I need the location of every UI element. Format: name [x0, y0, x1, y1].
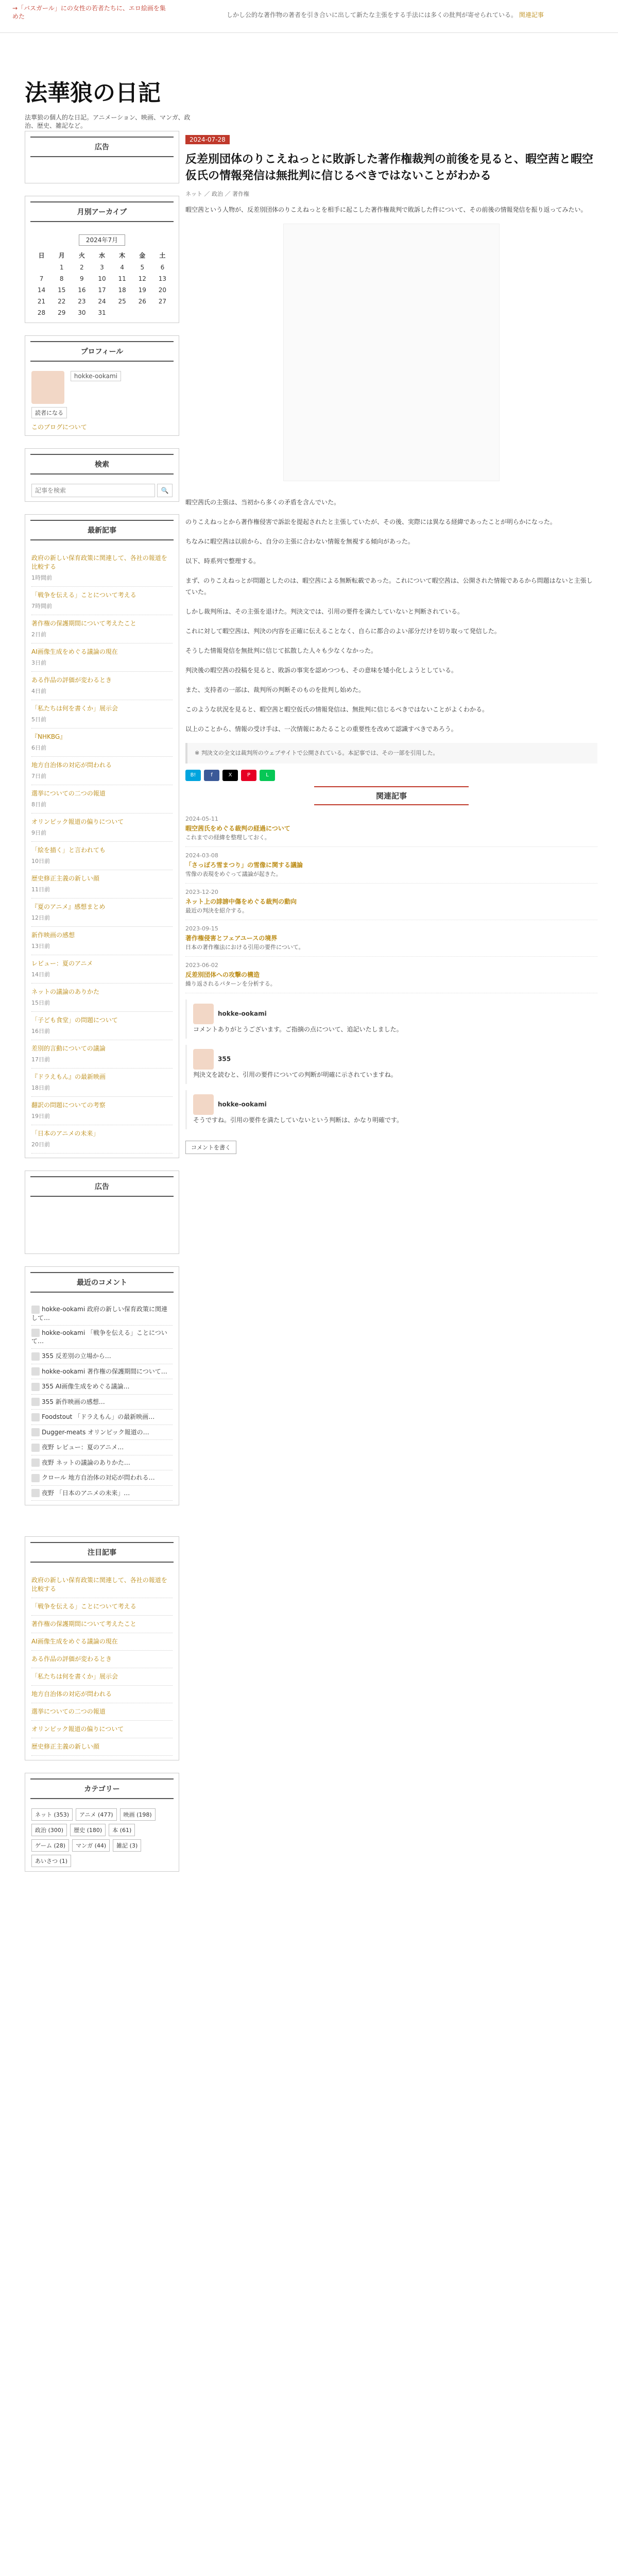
- calendar-table: [31, 249, 173, 318]
- search-input[interactable]: [31, 484, 155, 497]
- recent-item-title[interactable]: 「戦争を伝える」ことについて考える: [31, 591, 136, 599]
- recent-item-meta: 16日前: [31, 1028, 50, 1035]
- calendar-weekday: 木: [119, 252, 126, 259]
- related-item[interactable]: [185, 884, 597, 920]
- calendar-day[interactable]: 10: [98, 275, 106, 282]
- popular-item-title[interactable]: オリンピック報道の偏りについて: [31, 1725, 124, 1733]
- article-date: 2024-07-28: [185, 135, 230, 144]
- category-tag[interactable]: アニメ (477): [76, 1808, 117, 1821]
- topbar-right-text: [227, 10, 597, 19]
- comment-text[interactable]: hokke-ookami 政府の新しい保育政策に関連して…: [31, 1306, 167, 1321]
- popular-item[interactable]: [31, 1633, 173, 1651]
- recent-item-meta: 18日前: [31, 1084, 50, 1091]
- popular-item[interactable]: [31, 1721, 173, 1738]
- popular-item[interactable]: [31, 1616, 173, 1633]
- comment-text[interactable]: 夜野 「日本のアニメの未来」…: [42, 1489, 130, 1497]
- recent-item[interactable]: [31, 550, 173, 587]
- avatar[interactable]: [193, 1049, 214, 1070]
- recent-item-meta: 12日前: [31, 914, 50, 921]
- search-icon[interactable]: 🔍: [157, 484, 173, 497]
- calendar-day[interactable]: 31: [98, 309, 106, 316]
- related-title-link[interactable]: 「さっぽろ雪まつり」の雪像に関する議論: [185, 861, 303, 869]
- popular-item[interactable]: [31, 1738, 173, 1756]
- comment-text[interactable]: hokke-ookami 著作権の保護期間について…: [42, 1367, 167, 1375]
- calendar-day[interactable]: 5: [140, 264, 145, 271]
- comment-item[interactable]: [31, 1410, 173, 1425]
- comments-title: 最近のコメント: [30, 1272, 174, 1293]
- comment-icon: [31, 1428, 40, 1436]
- calendar-day[interactable]: 23: [78, 298, 86, 305]
- recent-item[interactable]: [31, 672, 173, 700]
- category-tag[interactable]: 映画 (198): [120, 1808, 156, 1821]
- popular-item-title[interactable]: AI画像生成をめぐる議論の現在: [31, 1638, 118, 1645]
- calendar-day[interactable]: [132, 307, 152, 318]
- facebook-icon[interactable]: f: [204, 770, 219, 781]
- related-excerpt: 雪像の表現をめぐって議論が起きた。: [185, 871, 282, 877]
- calendar-day[interactable]: 4: [120, 264, 124, 271]
- site-description: 法華狼の個人的な日記。アニメーション、映画、マンガ、政治、歴史、雑記など。: [25, 114, 191, 129]
- related-title-link[interactable]: 暇空茜氏をめぐる裁判の経過について: [185, 825, 290, 832]
- article-tags[interactable]: ネット ／ 政治 ／ 著作権: [185, 191, 249, 197]
- related-excerpt: 日本の著作権法における引用の要件について。: [185, 944, 304, 951]
- article-paragraph: 以上のことから、情報の受け手は、一次情報にあたることの重要性を改めて認識すべきであろう。: [185, 725, 457, 733]
- calendar-day[interactable]: 6: [160, 264, 165, 271]
- related-excerpt: 繰り返されるパターンを分析する。: [185, 980, 276, 987]
- calendar-day[interactable]: 20: [158, 286, 167, 294]
- calendar-day[interactable]: [112, 307, 132, 318]
- article-comment: [185, 999, 597, 1039]
- ad-space-2: [25, 1202, 179, 1253]
- calendar-day[interactable]: 7: [39, 275, 44, 282]
- calendar-day[interactable]: 13: [158, 275, 167, 282]
- calendar-day[interactable]: 25: [118, 298, 126, 305]
- article-paragraph: のりこえねっとから著作権侵害で訴訟を提起されたと主張していたが、その後、実際には異なる経緯であったことが明らかになった。: [185, 518, 556, 526]
- recent-item[interactable]: [31, 899, 173, 927]
- archive-widget: [25, 196, 179, 323]
- related-item[interactable]: [185, 957, 597, 993]
- recent-item-meta: 5日前: [31, 716, 46, 723]
- calendar-day[interactable]: 2: [80, 264, 84, 271]
- recent-item-meta: 20日前: [31, 1141, 50, 1148]
- recent-item-title[interactable]: 翻訳の問題についての考察: [31, 1101, 106, 1109]
- calendar-weekday: 水: [98, 252, 105, 259]
- popular-item-title[interactable]: 地方自治体の対応が問われる: [31, 1690, 112, 1698]
- comment-item[interactable]: [31, 1470, 173, 1486]
- popular-item[interactable]: [31, 1686, 173, 1703]
- recent-item-title[interactable]: 『NHKBG』: [31, 733, 66, 740]
- topbar-left-text: →「バスガール」にの女性の若者たちに、エロ絵画を集めた: [12, 5, 166, 20]
- calendar-day[interactable]: 21: [37, 298, 46, 305]
- recent-item-meta: 11日前: [31, 886, 50, 893]
- recent-item[interactable]: [31, 814, 173, 842]
- ad-widget-2: [25, 1171, 179, 1254]
- recent-item-title[interactable]: 著作権の保護期間について考えたこと: [31, 620, 136, 627]
- recent-item-meta: 10日前: [31, 858, 50, 865]
- related-item[interactable]: [185, 920, 597, 957]
- recent-item[interactable]: [31, 1040, 173, 1069]
- calendar-day[interactable]: 29: [58, 309, 66, 316]
- calendar-weekday: 土: [159, 252, 166, 259]
- recent-widget: [25, 514, 179, 1158]
- comment-text[interactable]: 355 反差別の立場から…: [42, 1352, 111, 1360]
- comment-author: [193, 1049, 591, 1070]
- comment-icon: [31, 1459, 40, 1467]
- recent-item-meta: 3日前: [31, 659, 46, 666]
- month-select[interactable]: 2024年7月: [79, 234, 125, 246]
- about-blog-link[interactable]: このブログについて: [31, 423, 87, 431]
- quote-box: ※ 判決文の全文は裁判所のウェブサイトで公開されている。本記事では、その一部を引用した。: [185, 743, 597, 764]
- recent-item[interactable]: [31, 927, 173, 955]
- comment-item[interactable]: [31, 1364, 173, 1380]
- article-paragraph: そうした情報発信を無批判に信じて拡散した人々も少なくなかった。: [185, 647, 377, 654]
- calendar-day[interactable]: 30: [78, 309, 86, 316]
- recent-item[interactable]: [31, 1012, 173, 1040]
- recent-item-title[interactable]: 「私たちは何を書くか」展示会: [31, 705, 118, 712]
- comment-body: そうですね。引用の要件を満たしていないという判断は、かなり明確です。: [193, 1116, 403, 1124]
- comment-icon: [31, 1306, 40, 1314]
- comment-text[interactable]: 夜野 ネットの議論のありかた…: [42, 1459, 130, 1466]
- topbar: [0, 0, 618, 33]
- calendar-day[interactable]: 26: [138, 298, 146, 305]
- calendar-day[interactable]: 28: [37, 309, 46, 316]
- recent-item-title[interactable]: 『ドラえもん』の最新映画: [31, 1073, 106, 1080]
- hatena-bookmark-icon[interactable]: B!: [185, 770, 201, 781]
- recent-item[interactable]: [31, 842, 173, 870]
- article-paragraph: 暇空茜氏の主張は、当初から多くの矛盾を含んでいた。: [185, 499, 340, 506]
- article-paragraph: これに対して暇空茜は、判決の内容を正確に伝えることなく、自らに都合のよい部分だけを切り取って発信した。: [185, 628, 501, 635]
- related-list: [185, 810, 597, 993]
- article-comment: [185, 1045, 597, 1084]
- comment-item[interactable]: [31, 1326, 173, 1349]
- article-title[interactable]: 反差別団体のりこえねっとに敗訴した著作権裁判の前後を見ると、暇空茜と暇空仮氏の情報発信は無批判に信じるべきではないことがわかる: [185, 153, 594, 182]
- ad-space: [25, 162, 179, 183]
- related-title-link[interactable]: ネット上の誹謗中傷をめぐる裁判の動向: [185, 898, 297, 905]
- line-icon[interactable]: L: [260, 770, 275, 781]
- comment-item[interactable]: [31, 1425, 173, 1440]
- recent-item-title[interactable]: AI画像生成をめぐる議論の現在: [31, 648, 118, 655]
- comment-icon: [31, 1398, 40, 1406]
- recent-item-title[interactable]: 選挙についての二つの報道: [31, 790, 106, 797]
- category-tag[interactable]: 雑記 (3): [113, 1839, 141, 1852]
- recent-item-meta: 6日前: [31, 744, 46, 751]
- calendar-day[interactable]: [31, 262, 52, 273]
- popular-item-title[interactable]: 「戦争を伝える」ことについて考える: [31, 1603, 136, 1610]
- recent-item-title[interactable]: 差別的言動についての議論: [31, 1045, 106, 1052]
- comment-author-name[interactable]: 355: [218, 1055, 231, 1063]
- profile-name[interactable]: hokke-ookami: [71, 371, 121, 381]
- related-title-link[interactable]: 著作権侵害とフェアユースの境界: [185, 935, 278, 942]
- calendar-weekday: 日: [38, 252, 45, 259]
- recent-item-meta: 1時間前: [31, 574, 52, 581]
- related-excerpt: これまでの経緯を整理しておく。: [185, 834, 270, 841]
- ad-widget: [25, 131, 179, 183]
- calendar-day[interactable]: 22: [58, 298, 66, 305]
- comment-text[interactable]: クロール 地方自治体の対応が問われる…: [42, 1474, 155, 1481]
- recent-item-title[interactable]: 「絵を描く」と言われても: [31, 846, 106, 854]
- article-paragraph: このような状況を見ると、暇空茜と暇空仮氏の情報発信は、無批判に信じるべきではないことがよくわかる。: [185, 706, 489, 713]
- comment-item[interactable]: [31, 1440, 173, 1455]
- article-comment: [185, 1090, 597, 1129]
- recent-item[interactable]: [31, 1069, 173, 1097]
- calendar-weekday: 金: [139, 252, 146, 259]
- pocket-icon[interactable]: P: [241, 770, 256, 781]
- comment-icon: [31, 1352, 40, 1361]
- recent-item[interactable]: [31, 700, 173, 728]
- ad-widget-title: 広告: [30, 137, 174, 157]
- related-item[interactable]: [185, 810, 597, 847]
- recent-item-title[interactable]: レビュー：夏のアニメ: [31, 960, 93, 967]
- recent-item-title[interactable]: 「日本のアニメの未来」: [31, 1130, 99, 1137]
- recent-item[interactable]: [31, 757, 173, 785]
- recent-item-title[interactable]: 歴史修正主義の新しい顔: [31, 875, 100, 882]
- recent-item-meta: 15日前: [31, 999, 50, 1006]
- popular-item-title[interactable]: 「私たちは何を書くか」展示会: [31, 1673, 118, 1680]
- popular-item-title[interactable]: 著作権の保護期間について考えたこと: [31, 1620, 136, 1628]
- avatar[interactable]: [193, 1094, 214, 1115]
- calendar-day[interactable]: 18: [118, 286, 126, 294]
- recent-item-meta: 14日前: [31, 971, 50, 978]
- recent-title: 最新記事: [30, 520, 174, 540]
- calendar-day[interactable]: [152, 307, 173, 318]
- related-date: 2023-09-15: [185, 925, 218, 932]
- article-paragraph: 判決後の暇空茜の投稿を見ると、敗訴の事実を認めつつも、その意味を矮小化しようとしている。: [185, 667, 458, 674]
- comment-author-name[interactable]: hokke-ookami: [218, 1010, 267, 1018]
- article-body: [185, 204, 597, 735]
- category-tag[interactable]: マンガ (44): [72, 1839, 110, 1852]
- comment-text[interactable]: 355 新作映画の感想…: [42, 1398, 105, 1405]
- popular-item[interactable]: [31, 1651, 173, 1668]
- article-comments: [185, 999, 597, 1129]
- comment-text[interactable]: 夜野 レビュー：夏のアニメ…: [42, 1444, 124, 1451]
- comment-icon: [31, 1489, 40, 1497]
- popular-item-title[interactable]: ある作品の評価が変わるとき: [31, 1655, 112, 1663]
- popular-item-title[interactable]: 政府の新しい保育政策に関連して、各社の報道を比較する: [31, 1577, 167, 1592]
- popular-item-title[interactable]: 選挙についての二つの報道: [31, 1708, 106, 1715]
- comment-author-name[interactable]: hokke-ookami: [218, 1100, 267, 1108]
- comment-body: コメントありがとうございます。ご指摘の点について、追記いたしました。: [193, 1026, 403, 1033]
- share-row: [185, 770, 597, 781]
- calendar-day[interactable]: 1: [59, 264, 64, 271]
- popular-item[interactable]: [31, 1703, 173, 1721]
- related-date: 2023-06-02: [185, 962, 218, 969]
- calendar-day[interactable]: 9: [80, 275, 84, 282]
- comments-widget: [25, 1266, 179, 1505]
- recent-item[interactable]: [31, 785, 173, 814]
- calendar-weekday: 月: [58, 252, 65, 259]
- popular-item-title[interactable]: 歴史修正主義の新しい顔: [31, 1743, 100, 1750]
- related-title-link[interactable]: 反差別団体への攻撃の構造: [185, 971, 260, 978]
- calendar-weekday: 火: [78, 252, 85, 259]
- popular-item[interactable]: [31, 1668, 173, 1686]
- comment-item[interactable]: [31, 1349, 173, 1364]
- comment-item[interactable]: [31, 1455, 173, 1471]
- recent-item-title[interactable]: 地方自治体の対応が問われる: [31, 761, 112, 769]
- category-tag[interactable]: ゲーム (28): [31, 1839, 69, 1852]
- readers-button[interactable]: 読者になる: [31, 407, 67, 418]
- comment-text[interactable]: Dugger-meats オリンピック報道の…: [42, 1428, 149, 1436]
- recent-item[interactable]: [31, 955, 173, 984]
- comment-text[interactable]: hokke-ookami 「戦争を伝える」ことについて…: [31, 1329, 167, 1345]
- category-widget: [25, 1773, 179, 1872]
- recent-item-meta: 9日前: [31, 829, 46, 836]
- comment-item[interactable]: [31, 1302, 173, 1326]
- related-item[interactable]: [185, 847, 597, 884]
- recent-item[interactable]: [31, 643, 173, 672]
- comment-icon: [31, 1329, 40, 1337]
- popular-item[interactable]: [31, 1572, 173, 1598]
- recent-item[interactable]: [31, 615, 173, 643]
- recent-item-title[interactable]: ある作品の評価が変わるとき: [31, 676, 112, 684]
- calendar-day[interactable]: 3: [100, 264, 104, 271]
- recent-item-title[interactable]: オリンピック報道の偏りについて: [31, 818, 124, 825]
- topbar-right-body: しかし公的な著作物の著者を引き合いに出して新たな主張をする手法には多くの批判が寄せられている。: [227, 11, 518, 19]
- recent-item-title[interactable]: 『夏のアニメ』感想まとめ: [31, 903, 106, 910]
- calendar-day[interactable]: 16: [78, 286, 86, 294]
- popular-item[interactable]: [31, 1598, 173, 1616]
- recent-item[interactable]: [31, 984, 173, 1012]
- site-title[interactable]: 法華狼の日記: [25, 80, 161, 106]
- recent-item-meta: 7時間前: [31, 603, 52, 609]
- article-paragraph: 以下、時系列で整理する。: [185, 557, 260, 565]
- comment-text[interactable]: 355 AI画像生成をめぐる議論…: [42, 1383, 130, 1390]
- site-header: [0, 33, 618, 131]
- category-tag[interactable]: あいさつ (1): [31, 1855, 71, 1867]
- comment-body: 判決文を読むと、引用の要件についての判断が明確に示されていますね。: [193, 1071, 397, 1078]
- comment-icon: [31, 1367, 40, 1376]
- calendar-day[interactable]: 8: [59, 275, 64, 282]
- calendar-day[interactable]: 24: [98, 298, 106, 305]
- calendar-day[interactable]: 19: [138, 286, 146, 294]
- recent-item-title[interactable]: 「子ども食堂」の問題について: [31, 1016, 118, 1024]
- related-date: 2023-12-20: [185, 889, 218, 895]
- calendar-day[interactable]: 11: [118, 275, 126, 282]
- related-date: 2024-03-08: [185, 852, 218, 859]
- calendar-day[interactable]: 14: [37, 286, 46, 294]
- recent-item-title[interactable]: 政府の新しい保育政策に関連して、各社の報道を比較する: [31, 554, 167, 570]
- recent-item-meta: 7日前: [31, 773, 46, 779]
- comment-button[interactable]: コメントを書く: [185, 1141, 236, 1154]
- related-date: 2024-05-11: [185, 816, 218, 822]
- related-title: 関連記事: [314, 786, 469, 805]
- comment-author: [193, 1004, 591, 1024]
- calendar-day[interactable]: 15: [58, 286, 66, 294]
- category-tag[interactable]: 政治 (300): [31, 1824, 67, 1836]
- profile-title: プロフィール: [30, 341, 174, 362]
- recent-item-meta: 4日前: [31, 688, 46, 694]
- search-title: 検索: [30, 454, 174, 474]
- calendar-day[interactable]: 12: [138, 275, 146, 282]
- article-paragraph: 暇空茜という人物が、反差別団体のりこえねっとを相手に起こした著作権裁判で敗訴した件について、その前後の情報発信を振り返ってみたい。: [185, 206, 587, 213]
- recent-item-title[interactable]: ネットの議論のありかた: [31, 988, 100, 995]
- article-paragraph: まず、のりこえねっとが問題としたのは、暇空茜による無断転載であった。これについて暇空茜は、公開された情報であるから問題はないと主張していた。: [185, 577, 593, 596]
- popular-title: 注目記事: [30, 1542, 174, 1563]
- recent-item[interactable]: [31, 587, 173, 615]
- category-tag[interactable]: 本 (61): [109, 1824, 135, 1836]
- recent-item[interactable]: [31, 870, 173, 899]
- sidebar: [25, 131, 179, 1884]
- recent-item[interactable]: [31, 1125, 173, 1154]
- recent-item-meta: 13日前: [31, 943, 50, 950]
- archive-title: 月別アーカイブ: [30, 201, 174, 222]
- recent-item-meta: 19日前: [31, 1113, 50, 1120]
- article-paragraph: ちなみに暇空茜は以前から、自分の主張に合わない情報を無視する傾向があった。: [185, 538, 414, 545]
- category-title: カテゴリー: [30, 1778, 174, 1799]
- recent-item-meta: 8日前: [31, 801, 46, 808]
- comment-text[interactable]: Foodstout 「ドラえもん」の最新映画…: [42, 1413, 155, 1420]
- article-paragraph: しかし裁判所は、その主張を退けた。判決文では、引用の要件を満たしていないと判断されている。: [185, 608, 464, 615]
- comment-icon: [31, 1444, 40, 1452]
- comment-item[interactable]: [31, 1486, 173, 1501]
- comment-item[interactable]: [31, 1395, 173, 1410]
- category-tag[interactable]: 歴史 (180): [70, 1824, 106, 1836]
- avatar[interactable]: [31, 371, 64, 404]
- recent-item[interactable]: [31, 728, 173, 757]
- main-content: [185, 131, 597, 1159]
- recent-item-title[interactable]: 新作映画の感想: [31, 931, 75, 939]
- topbar-related-link[interactable]: 関連記事: [519, 11, 544, 19]
- recent-item-meta: 17日前: [31, 1056, 50, 1063]
- search-widget: [25, 448, 179, 502]
- article-paragraph: また、支持者の一部は、裁判所の判断そのものを批判し始めた。: [185, 686, 365, 693]
- popular-widget: [25, 1536, 179, 1760]
- category-tag[interactable]: ネット (353): [31, 1808, 73, 1821]
- recent-item-meta: 2日前: [31, 631, 46, 638]
- comment-item[interactable]: [31, 1379, 173, 1395]
- x-icon[interactable]: X: [222, 770, 238, 781]
- calendar-day[interactable]: 27: [158, 298, 167, 305]
- embedded-content[interactable]: [283, 224, 500, 481]
- comment-icon: [31, 1474, 40, 1482]
- recent-item[interactable]: [31, 1097, 173, 1125]
- avatar[interactable]: [193, 1004, 214, 1024]
- ad-widget-title-2: 広告: [30, 1176, 174, 1197]
- comment-icon: [31, 1413, 40, 1421]
- comment-icon: [31, 1383, 40, 1391]
- comment-author: [193, 1094, 591, 1115]
- calendar-day[interactable]: 17: [98, 286, 106, 294]
- profile-widget: [25, 335, 179, 436]
- related-excerpt: 最近の判決を紹介する。: [185, 907, 248, 914]
